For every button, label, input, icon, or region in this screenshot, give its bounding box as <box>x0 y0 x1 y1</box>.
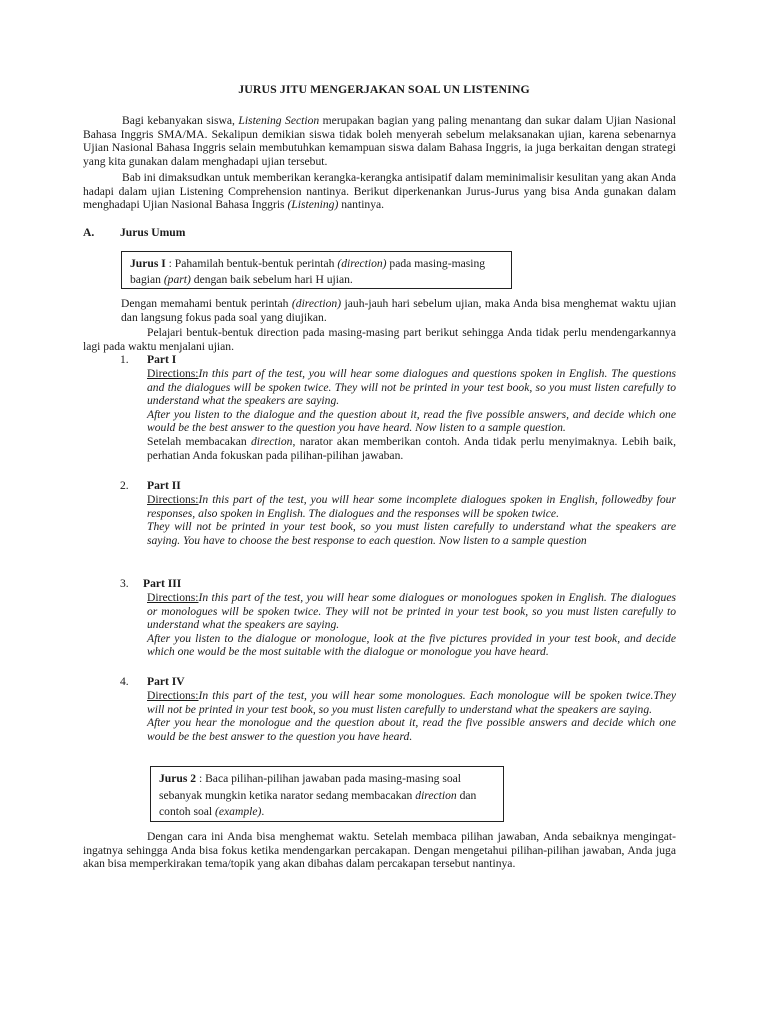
closing-paragraph: Dengan cara ini Anda bisa menghemat waktu. Setelah membaca pilihan jawaban, Anda sebaiknya mengingat-ingatnya sehingga Anda bisa fokus ketika mendengarkan percakapan. Dengan mengetahui pilihan-pilihan jawaban, Anda juga akan bisa memperkirakan tema/topik yang akan dibahas dalam percakapan tersebut nantinya. <box>83 830 676 871</box>
page-title: JURUS JITU MENGERJAKAN SOAL UN LISTENING <box>238 82 530 96</box>
jurus-1-box: Jurus I : Pahamilah bentuk-bentuk perintah (direction) pada masing-masing bagian (part) dengan baik sebelum hari H ujian. <box>121 251 512 289</box>
intro-paragraph-1: Bagi kebanyakan siswa, Listening Section merupakan bagian yang paling menantang dan sukar dalam Ujian Nasional Bahasa Inggris SMA/MA. Sekalipun demikian siswa tidak boleh menyerah sebelum melaksanakan ujian, karena sebenarnya Ujian Nasional Bahasa Inggris selain membutuhkan kemampuan siswa dalam Bahasa Inggris, ia juga berkaitan dengan strategi yang kita gunakan dalam menghadapi ujian tersebut. <box>83 114 676 168</box>
part-directions: Directions:In this part of the test, you will hear some dialogues and questions spoken in English. The questions and the dialogues will be spoken twice. They will not be printed in your test book, so you must listen carefully to understand what the speakers are saying. After you listen to the dialogue and the question about it, read the five possible answers, and decide which one would be the best answer to the question you have heard. Now listen to a sample question. Setelah membacakan direction, narator akan memberikan contoh. Anda tidak perlu menyimaknya. Lebih baik, perhatian Anda fokuskan pada pilihan-pilihan jawaban. <box>147 367 676 462</box>
section-title: Jurus Umum <box>120 226 186 239</box>
part-number: 2. <box>120 479 129 492</box>
part-number: 4. <box>120 675 129 688</box>
intro-paragraph-2: Bab ini dimaksudkan untuk memberikan kerangka-kerangka antisipatif dalam meminimalisir kesulitan yang akan Anda hadapi dalam ujian Listening Comprehension nantinya. Berikut diperkenankan Jurus-Jurus yang bisa Anda gunakan dalam menghadapi Ujian Nasional Bahasa Inggris (Listening) nantinya. <box>83 171 676 212</box>
part-number: 3. <box>120 577 129 590</box>
section-heading <box>83 226 185 240</box>
part-label: Part I <box>147 353 177 366</box>
part-directions: Directions:In this part of the test, you will hear some monologues. Each monologue will be spoken twice.They will not be printed in your test book, so you must listen carefully to understand what the speakers are saying. After you hear the monologue and the question about it, read the five possible answers and decide which one would be the best answer to the question you have heard. <box>147 689 676 743</box>
part-directions: Directions:In this part of the test, you will hear some dialogues or monologues spoken in English. The dialogues or monologues will be spoken twice. They will not be printed in your test book, so you must listen carefully to understand what the speakers are saying. After you listen to the dialogue or monologue, look at the five pictures provided in your test book, and decide which one would be the most suitable with the dialogue or monologue you have heard. <box>147 591 676 659</box>
explanation-paragraph-2: Pelajari bentuk-bentuk direction pada masing-masing part berikut sehingga Anda tidak perlu mendengarkannya lagi pada waktu menjalani ujian. <box>83 326 676 353</box>
jurus-2-box: Jurus 2 : Baca pilihan-pilihan jawaban pada masing-masing soal sebanyak mungkin ketika narator sedang membacakan direction dan contoh soal (example). <box>150 766 504 822</box>
explanation-paragraph-1: Dengan memahami bentuk perintah (direction) jauh-jauh hari sebelum ujian, maka Anda bisa menghemat waktu ujian dan langsung fokus pada soal yang diujikan. <box>121 297 676 324</box>
section-number: A. <box>83 226 95 239</box>
part-label: Part IV <box>147 675 185 688</box>
part-label: Part II <box>147 479 181 492</box>
part-label: Part III <box>143 577 182 590</box>
part-directions: Directions:In this part of the test, you will hear some incomplete dialogues spoken in English, followedby four responses, also spoken in English. The dialogues and the responses will be spoken twice. They will not be printed in your test book, so you must listen carefully to understand what the speakers are saying. You have to choose the best response to each question. Now listen to a sample question <box>147 493 676 547</box>
part-number: 1. <box>120 353 129 366</box>
